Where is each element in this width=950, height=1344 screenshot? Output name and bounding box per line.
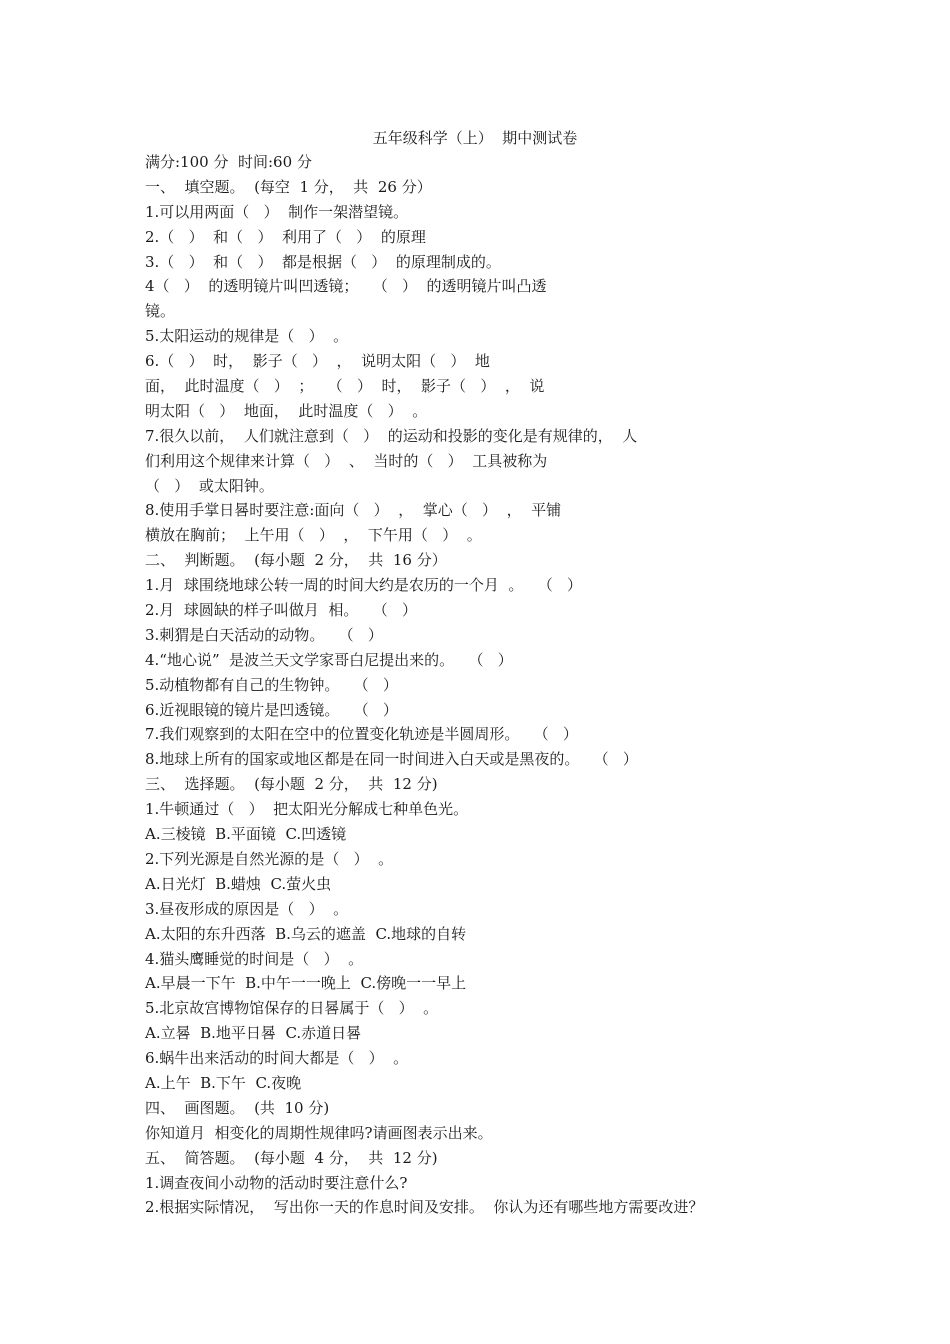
text-line: 6.近视眼镜的镜片是凹透镜。 （ ） (145, 700, 398, 719)
text-line: 7.我们观察到的太阳在空中的位置变化轨迹是半圆周形。 （ ） (145, 725, 578, 744)
text-line: 1.月 球围绕地球公转一周的时间大约是农历的一个月 。 （ ） (145, 576, 582, 595)
text-line: 3.昼夜形成的原因是（ ） 。 (145, 899, 349, 918)
text-line: 1.牛顿通过（ ） 把太阳光分解成七种单色光。 (145, 800, 469, 819)
exam-content (145, 150, 795, 1220)
text-line: 4（ ） 的透明镜片叫凹透镜； （ ） 的透明镜片叫凸透 (145, 277, 547, 296)
text-line: 6.（ ） 时， 影子（ ） ， 说明太阳（ ） 地 (145, 352, 490, 371)
text-line: 2.月 球圆缺的样子叫做月 相。 （ ） (145, 601, 417, 620)
text-line: 1.调查夜间小动物的活动时要注意什么? (145, 1173, 408, 1192)
text-line: 2.下列光源是自然光源的是（ ） 。 (145, 849, 394, 868)
text-line: 五、 简答题。 (每小题 4 分， 共 12 分) (145, 1148, 438, 1167)
text-line: 一、 填空题。 (每空 1 分， 共 26 分） (145, 177, 432, 196)
text-line: 4.“地心说” 是波兰天文学家哥白尼提出来的。 （ ） (145, 650, 513, 669)
text-line: 1.可以用两面（ ） 制作一架潜望镜。 (145, 202, 409, 221)
text-line: A.太阳的东升西落 B.乌云的遮盖 C.地球的自转 (145, 924, 467, 943)
text-line: 们利用这个规律来计算（ ） 、 当时的（ ） 工具被称为 (145, 451, 548, 470)
text-line: 四、 画图题。 (共 10 分) (145, 1098, 330, 1117)
text-line: 5.动植物都有自己的生物钟。 （ ） (145, 675, 398, 694)
text-line: 你知道月 相变化的周期性规律吗?请画图表示出来。 (145, 1123, 493, 1142)
text-line: 镜。 (145, 302, 176, 321)
text-line: 5.北京故宫博物馆保存的日晷属于（ ） 。 (145, 999, 439, 1018)
text-line: 3.（ ） 和（ ） 都是根据（ ） 的原理制成的。 (145, 252, 501, 271)
text-line: 3.刺猬是白天活动的动物。 （ ） (145, 625, 383, 644)
text-line: A.三棱镜 B.平面镜 C.凹透镜 (145, 825, 347, 844)
text-line: 5.太阳运动的规律是（ ） 。 (145, 327, 349, 346)
text-line: 2.根据实际情况， 写出你一天的作息时间及安排。 你认为还有哪些地方需要改进？ (145, 1198, 704, 1217)
text-line: 6.蜗牛出来活动的时间大都是（ ） 。 (145, 1049, 409, 1068)
text-line: 8.使用手掌日晷时要注意:面向（ ） ， 掌心（ ） ， 平铺 (145, 501, 562, 520)
text-line: A.上午 B.下午 C.夜晚 (145, 1073, 302, 1092)
text-line: 2.（ ） 和（ ） 利用了（ ） 的原理 (145, 227, 426, 246)
text-line: 满分:100 分 时间:60 分 (145, 153, 312, 171)
text-line: A.早晨一下午 B.中午一一晚上 C.傍晚一一早上 (145, 974, 467, 993)
text-line: 三、 选择题。 (每小题 2 分， 共 12 分) (145, 775, 438, 794)
text-line: A.立晷 B.地平日晷 C.赤道日晷 (145, 1024, 362, 1043)
text-line: A.日光灯 B.蜡烛 C.萤火虫 (145, 874, 332, 893)
text-line: 明太阳（ ） 地面， 此时温度（ ） 。 (145, 401, 428, 420)
text-line: 横放在胸前； 上午用（ ） ， 下午用（ ） 。 (145, 526, 482, 545)
text-line: 面， 此时温度（ ） ； （ ） 时， 影子（ ） ， 说 (145, 377, 545, 396)
exam-title: 五年级科学（上） 期中测试卷 (372, 129, 578, 147)
text-line: 4.猫头鹰睡觉的时间是（ ） 。 (145, 949, 364, 968)
text-line: （ ） 或太阳钟。 (145, 476, 274, 495)
text-line: 8.地球上所有的国家或地区都是在同一时间进入白天或是黑夜的。 （ ） (145, 750, 638, 769)
text-line: 7.很久以前， 人们就注意到（ ） 的运动和投影的变化是有规律的， 人 (145, 426, 638, 445)
text-line: 二、 判断题。 (每小题 2 分， 共 16 分） (145, 551, 447, 570)
